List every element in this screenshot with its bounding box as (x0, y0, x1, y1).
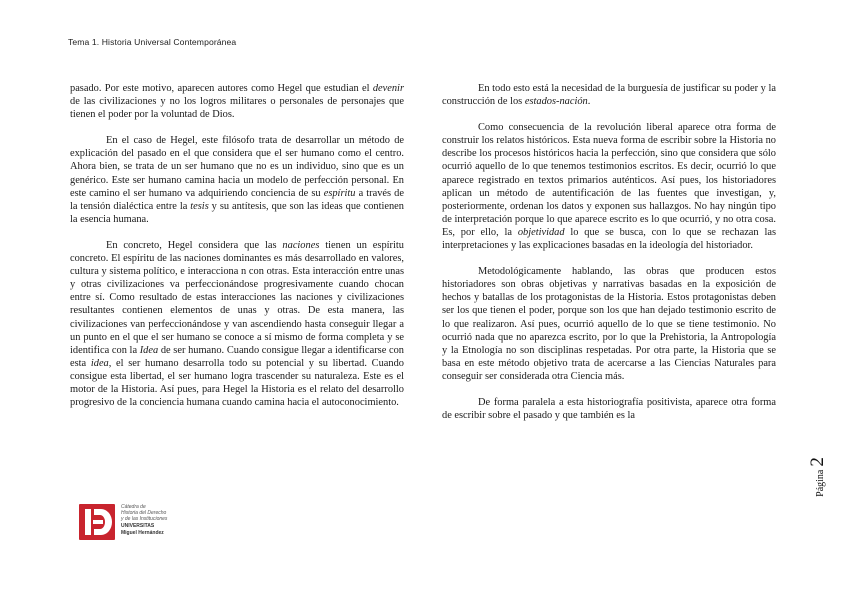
page-number (805, 447, 831, 507)
page-number-value: 2 (807, 457, 828, 467)
paragraph: En todo esto está la necesidad de la burguesía de justificar su poder y la construcción de los estados-nación. (442, 83, 776, 108)
page-number-label: Página (815, 469, 826, 497)
paragraph: Como consecuencia de la revolución liberal aparece otra forma de construir los relatos históricos. Esta nueva forma de escribir sobre la Historia no describe los procesos históricos hacia la perfección, sino que considera que sólo ocurrió aquello de lo que tenemos testimonios escritos. Es decir, ocurrió lo que aparece registrado en textos primarios auténticos. Así pues, los historiadores aplican un método de autentificación de las fuentes que investigan, y, posteriormente, ordenan los datos y exponen sus hallazgos. No hay ningún tipo de interpretación porque lo que aparece escrito es lo que ocurrió, y no otra cosa. Es, por ello, la objetividad lo que se busca, con lo que se rechazan las interpretaciones y las explicaciones basadas en la ideología del historiador. (442, 122, 776, 252)
paragraph: De forma paralela a esta historiografía positivista, aparece otra forma de escribir sobre el pasado y que también es la (442, 396, 776, 422)
paragraph: Metodológicamente hablando, las obras que producen estos historiadores son obras objetivas y narrativas basadas en la exposición de hechos y batallas de los protagonistas de la Historia. Estos protagonistas deben ser los que tienen el poder, porque son los que han dejado testimonio escrito de lo que realizaron. Así pues, ocurrió aquello de lo que se tiene testimonio. No ocurrió nada que no aparezca escrito, por lo que la Prehistoria, la Antropología y la Etnología no son disciplinas respetadas. Por otra parte, la Historia que se basa en este método objetivo trata de acercarse a las Ciencias Naturales para conseguir ser considerada otra Ciencia más. (442, 266, 776, 382)
logo-mark-icon (79, 503, 117, 541)
paragraph: pasado. Por este motivo, aparecen autores como Hegel que estudian el devenir de las civilizaciones y no los logros militares o personales de personajes que tienen el poder por la voluntad de Dios. (70, 83, 404, 121)
left-column (70, 82, 404, 422)
catedra-logo (79, 503, 199, 543)
right-column (442, 82, 776, 435)
logo-text: Cátedra de Historia del Derecho y de las Instituciones UNIVERSITAS Miguel Hernández (121, 504, 168, 537)
paragraph: En concreto, Hegel considera que las naciones tienen un espíritu concreto. El espíritu de las naciones dominantes es más desarrollado en valores, cultura y sistema político, e interacciona n con otras. Esta interacción entre unas y otras civilizaciones va perfeccionándose progresivamente cuando chocan entre sí. Como resultado de estas interacciones las naciones y civilizaciones resultantes contienen elementos de unas y otras. De esta manera, las civilizaciones van perfeccionándose y van ascendiendo hasta conseguir llegar a un punto en el que el ser humano se conoce a sí mismo de forma completa y se identifica con la Idea de ser humano. Cuando consigue llegar a identificarse con esta idea, el ser humano desarrolla todo su potencial y su libertad. Cuando consigue esta libertad, el ser humano logra trascender su naturaleza. Este es el motor de la Historia. Así pues, para Hegel la Historia es el relato del desarrollo progresivo de la conciencia humana cuando camina hacia el autoconocimiento. (70, 239, 404, 409)
page-header: Tema 1. Historia Universal Contemporánea (68, 37, 237, 47)
paragraph: En el caso de Hegel, este filósofo trata de desarrollar un método de explicación del pasado en el que considera que el ser humano como el centro. Ahora bien, se trata de un ser humano que no es un individuo, sino que es un genérico. Este ser humano camina hacia un modelo de perfección personal. En este camino el ser humano va adquiriendo conciencia de su espíritu a través de la tensión dialéctica entre la tesis y su antítesis, que son las ideas que contienen la esencia humana. (70, 135, 404, 225)
